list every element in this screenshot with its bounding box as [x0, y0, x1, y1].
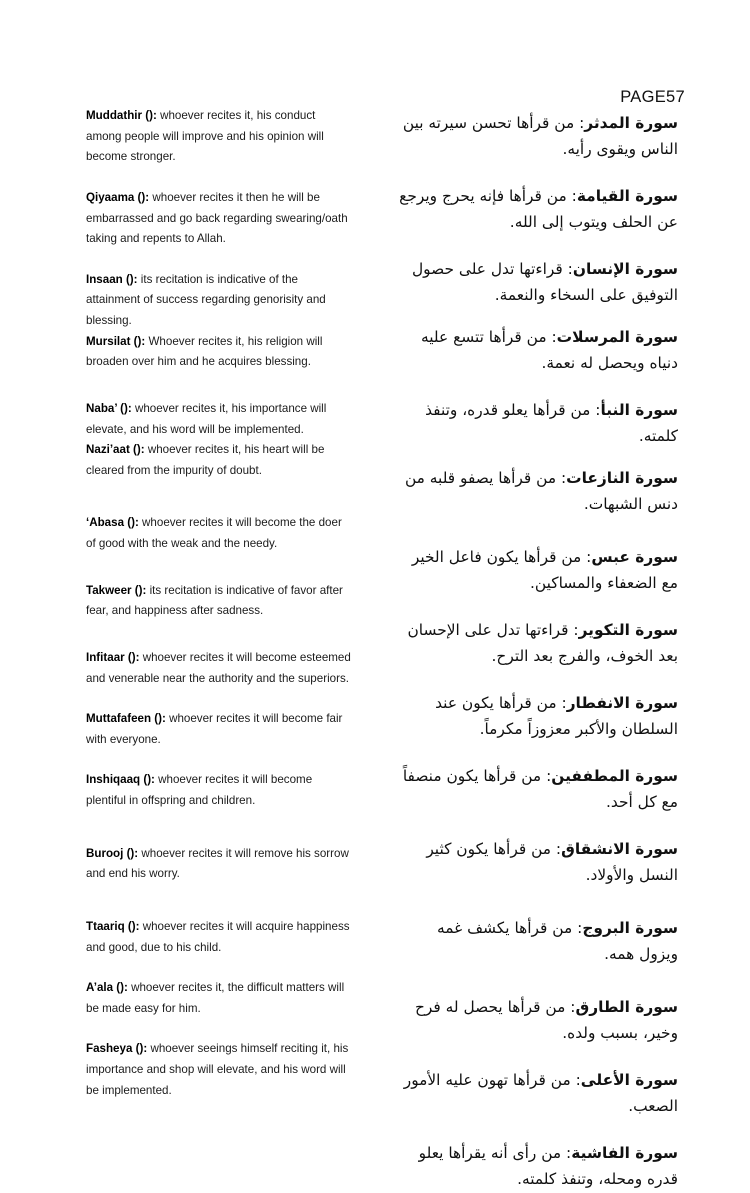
entry-arabic [396, 994, 678, 1047]
entry-arabic [396, 690, 678, 743]
english-column [86, 106, 354, 1101]
paragraph-spacer [86, 373, 354, 399]
surah-name: Mursilat (): [86, 334, 146, 348]
entry-arabic [396, 256, 678, 309]
surah-benefit-text: : من قرأها يكون فاعل الخير مع الضعفاء والمساكين. [411, 547, 678, 593]
surah-benefit-text: : من قرأها يكشف غمه ويزول همه. [437, 918, 678, 964]
entry-arabic [396, 544, 678, 597]
surah-benefit-text: whoever recites it, his importance will elevate, and his word will be implemented. [86, 401, 327, 436]
entry-english [86, 106, 354, 168]
paragraph-spacer [86, 750, 354, 770]
surah-name: سورة البروج [582, 918, 678, 937]
surah-name: Muttafafeen (): [86, 712, 166, 726]
paragraph-spacer [396, 1047, 678, 1067]
paragraph-spacer [86, 885, 354, 917]
paragraph-spacer [396, 309, 678, 324]
surah-benefit-text: whoever recites it will become the doer of good with the weak and the needy. [86, 516, 342, 550]
surah-benefit-text: whoever recites it, his conduct among people will improve and his opinion will become stronger. [86, 109, 324, 164]
paragraph-spacer [396, 518, 678, 544]
entry-english [86, 188, 354, 250]
paragraph-spacer [86, 250, 354, 270]
surah-name: سورة المطففين [551, 766, 678, 785]
entry-arabic [396, 617, 678, 670]
surah-benefit-text: whoever recites it will become esteemed and venerable near the authority and the superiors. [86, 650, 351, 685]
paragraph-spacer [86, 168, 354, 188]
paragraph-spacer [86, 481, 354, 513]
surah-benefit-text: whoever recites it will become plentiful in offspring and children. [86, 773, 313, 807]
surah-name: Inshiqaaq (): [86, 773, 155, 787]
surah-name: سورة التكوير [578, 620, 678, 639]
surah-name: Infitaar (): [86, 650, 140, 664]
paragraph-spacer [396, 236, 678, 256]
paragraph-spacer [86, 958, 354, 978]
surah-benefit-text: whoever recites it, the difficult matters will be made easy for him. [86, 981, 345, 1015]
surah-name: Insaan (): [86, 272, 138, 286]
surah-name: سورة القيامة [576, 186, 678, 205]
surah-benefit-text: : من قرأها يكون عند السلطان والأكبر معزوزاً مكرماً. [435, 693, 678, 739]
entry-english [86, 709, 354, 750]
entry-arabic [396, 915, 678, 968]
entry-english [86, 581, 354, 622]
surah-name: Fasheya (): [86, 1042, 148, 1056]
entry-english [86, 399, 354, 440]
surah-name: سورة المرسلات [556, 327, 678, 346]
surah-name: A’ala (): [86, 981, 128, 995]
paragraph-spacer [86, 555, 354, 581]
surah-benefit-text: whoever recites it will become fair with everyone. [86, 712, 343, 746]
entry-arabic [396, 183, 678, 236]
entry-english [86, 440, 354, 481]
surah-benefit-text: Whoever recites it, his religion will broaden over him and he acquires blessing. [86, 334, 323, 369]
paragraph-spacer [396, 670, 678, 690]
entry-english [86, 1039, 354, 1101]
page-number-label: PAGE57 [620, 88, 685, 106]
surah-name: Ttaariq (): [86, 919, 140, 933]
paragraph-spacer [396, 816, 678, 836]
entry-arabic [396, 836, 678, 889]
surah-benefit-text: : من قرأها تحسن سيرته بين الناس ويقوى رأيه. [402, 114, 678, 159]
entry-english [86, 270, 354, 332]
surah-name: سورة النازعات [566, 468, 678, 487]
entry-arabic [396, 1140, 678, 1193]
entry-arabic [396, 397, 678, 450]
surah-benefit-text: its recitation is indicative of the attainment of success regarding genorisity and blessing. [86, 272, 326, 327]
surah-benefit-text: : من قرأها يعلو قدره، وتنفذ كلمته. [425, 400, 678, 446]
entry-arabic [396, 465, 678, 518]
entry-english [86, 648, 354, 689]
paragraph-spacer [396, 968, 678, 994]
entry-arabic [396, 763, 678, 816]
surah-name: سورة الأعلى [580, 1070, 678, 1089]
surah-name: Takweer (): [86, 583, 147, 597]
entry-english [86, 917, 354, 958]
surah-benefit-text: : من قرأها تتسع عليه دنياه ويحصل له نعمة. [421, 327, 678, 373]
paragraph-spacer [396, 377, 678, 397]
surah-benefit-text: whoever recites it will remove his sorrow and end his worry. [86, 846, 349, 881]
paragraph-spacer [86, 1019, 354, 1039]
surah-name: سورة الانفطار [566, 693, 678, 712]
surah-benefit-text: : من قرأها يحصل له فرح وخير، بسبب ولده. [414, 997, 678, 1043]
paragraph-spacer [396, 889, 678, 915]
surah-name: سورة النبأ [600, 400, 678, 419]
paragraph-spacer [396, 163, 678, 183]
surah-name: سورة الإنسان [572, 259, 678, 278]
paragraph-spacer [86, 812, 354, 844]
paragraph-spacer [396, 743, 678, 763]
surah-benefit-text: : من رأى أنه يقرأها يعلو قدره ومحله، وتنفذ كلمته. [418, 1143, 678, 1189]
surah-name: Nazi’aat (): [86, 443, 145, 457]
surah-benefit-text: whoever recites it then he will be embarrassed and go back regarding swearing/oath taking and repents to Allah. [86, 190, 348, 246]
paragraph-spacer [86, 622, 354, 648]
surah-benefit-text: : قراءتها تدل على حصول التوفيق على السخاء والنعمة. [411, 259, 678, 305]
surah-benefit-text: : قراءتها تدل على الإحسان بعد الخوف، والفرج بعد الترح. [407, 620, 678, 666]
entry-english [86, 332, 354, 373]
surah-name: سورة الانشقاق [561, 839, 678, 858]
surah-benefit-text: : من قرأها يكون منصفاً مع كل أحد. [402, 766, 678, 812]
surah-benefit-text: : من قرأها يكون كثير النسل والأولاد. [426, 839, 678, 885]
surah-benefit-text: whoever recites it will acquire happiness and good, due to his child. [86, 919, 350, 954]
paragraph-spacer [396, 1120, 678, 1140]
arabic-column [396, 110, 678, 1193]
surah-benefit-text: whoever recites it, his heart will be cleared from the impurity of doubt. [86, 443, 325, 477]
entry-english [86, 513, 354, 554]
paragraph-spacer [396, 597, 678, 617]
paragraph-spacer [86, 689, 354, 709]
surah-name: سورة الطارق [575, 997, 678, 1016]
surah-name: ‘Abasa (): [86, 516, 139, 530]
surah-benefit-text: its recitation is indicative of favor after fear, and happiness after sadness. [86, 583, 343, 618]
surah-benefit-text: whoever seeings himself reciting it, his importance and shop will elevate, and his word will be implemented. [86, 1042, 349, 1097]
surah-name: Naba’ (): [86, 401, 132, 415]
surah-benefit-text: : من قرأها فإنه يحرج ويرجع عن الحلف ويتوب إلى الله. [399, 186, 678, 232]
surah-name: سورة الفاشية [571, 1143, 678, 1162]
surah-benefit-text: : من قرأها يصفو قلبه من دنس الشبهات. [404, 468, 678, 514]
surah-benefit-text: : من قرأها تهون عليه الأمور الصعب. [403, 1070, 678, 1116]
surah-name: سورة عبس [591, 547, 678, 566]
surah-name: Burooj (): [86, 846, 139, 860]
surah-name: Qiyaama (): [86, 190, 150, 204]
entry-english [86, 770, 354, 811]
entry-arabic [396, 1067, 678, 1120]
surah-name: سورة المدثر [584, 114, 678, 132]
paragraph-spacer [396, 450, 678, 465]
entry-arabic [396, 110, 678, 163]
entry-english [86, 978, 354, 1019]
surah-name: Muddathir (): [86, 109, 157, 122]
entry-arabic [396, 324, 678, 377]
entry-english [86, 844, 354, 885]
